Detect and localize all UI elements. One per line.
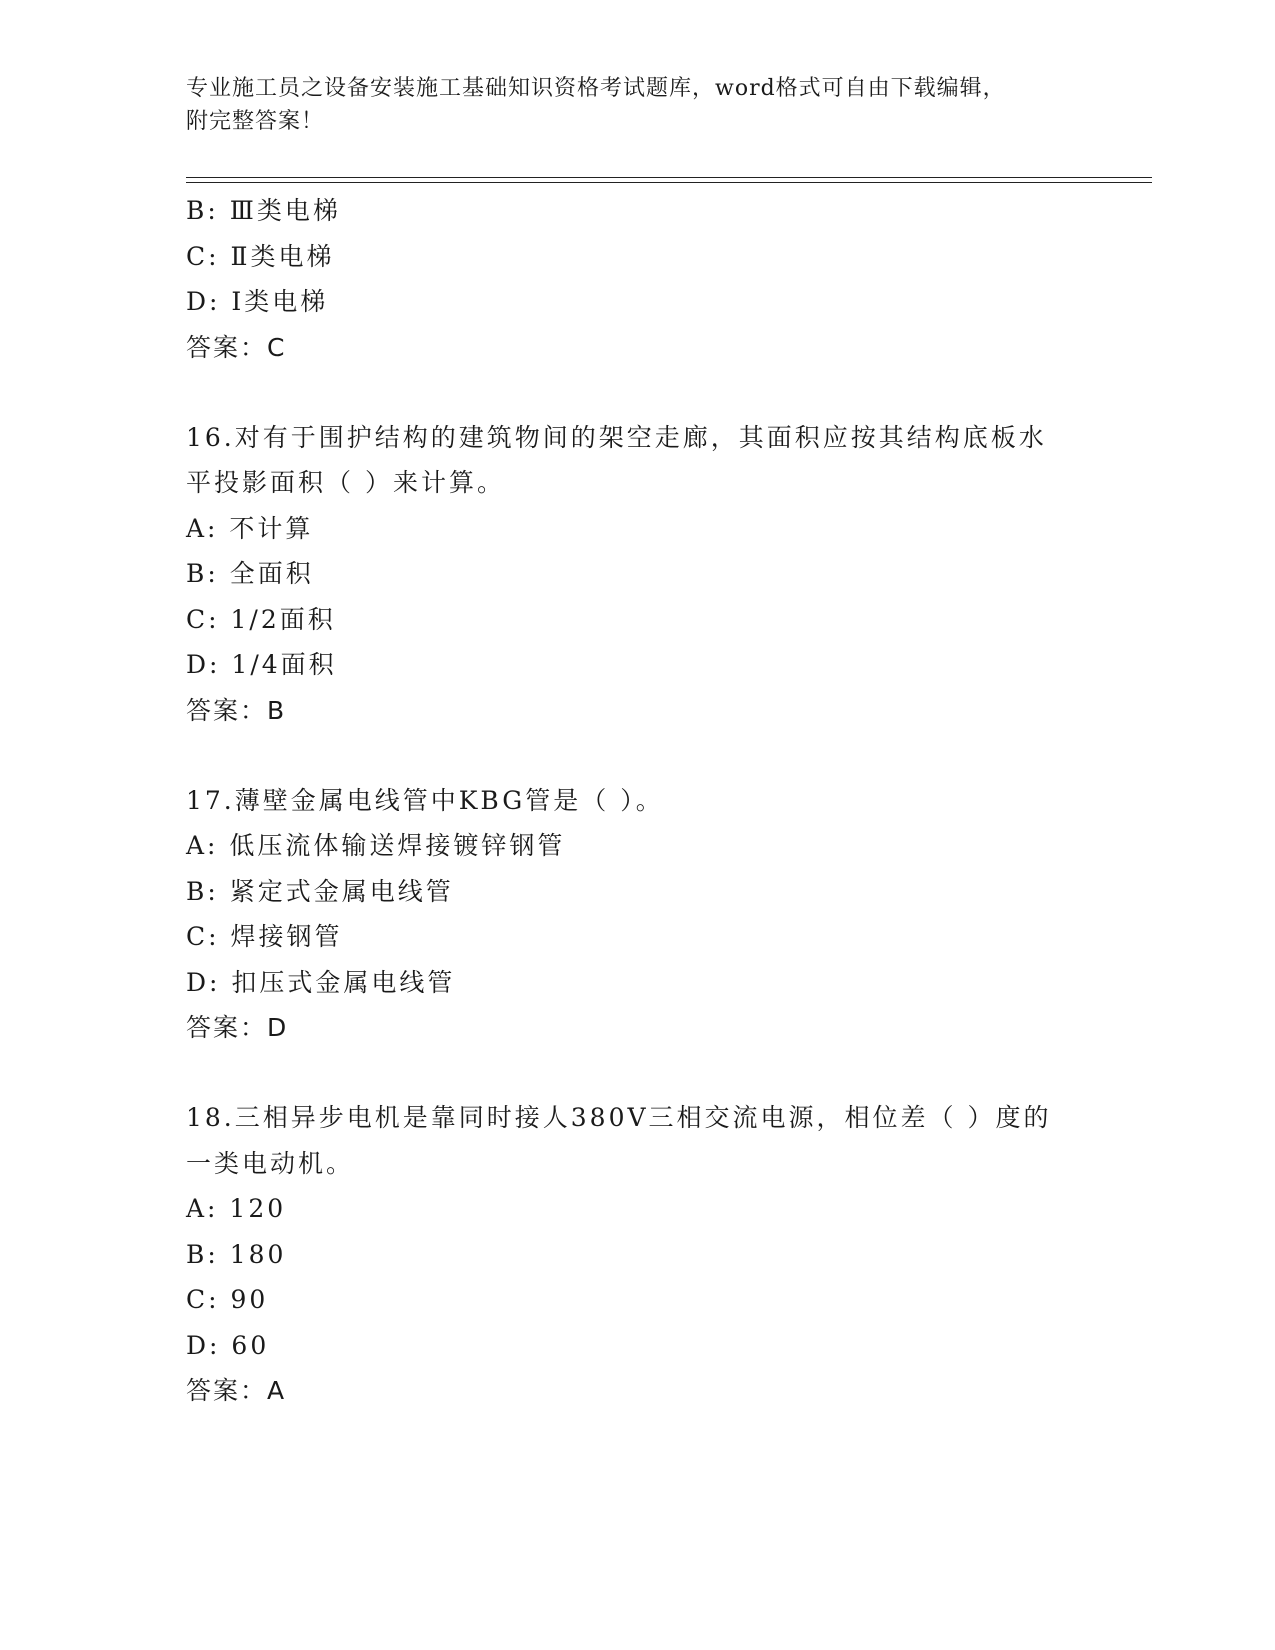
option-b: B: 紧定式金属电线管 xyxy=(186,876,454,906)
option-a: A: 低压流体输送焊接镀锌钢管 xyxy=(186,831,566,860)
option-b: B: 全面积 xyxy=(186,559,314,588)
header-divider-bottom xyxy=(186,182,1152,183)
header-line-1: 专业施工员之设备安装施工基础知识资格考试题库，word格式可自由下载编辑， xyxy=(186,76,1006,101)
answer-line: 答案：A xyxy=(186,1376,287,1405)
question-text-line-1: 17.薄壁金属电线管中KBG管是（ ）。 xyxy=(186,785,664,815)
question-18 xyxy=(186,1095,1086,1414)
option-d: D: 扣压式金属电线管 xyxy=(186,967,456,997)
option-d: D: 60 xyxy=(186,1330,270,1360)
option-b: B: Ⅲ类电梯 xyxy=(186,196,341,225)
header-line-2: 附完整答案！ xyxy=(186,109,325,134)
answer-line: 答案：B xyxy=(186,695,287,725)
option-d: D: Ⅰ类电梯 xyxy=(186,287,329,316)
question-content xyxy=(186,188,1086,1414)
option-c: C: 焊接钢管 xyxy=(186,922,343,951)
option-b: B: 180 xyxy=(186,1239,287,1269)
option-a: A: 120 xyxy=(186,1194,287,1223)
question-17 xyxy=(186,778,1086,1052)
option-c: C: Ⅱ类电梯 xyxy=(186,241,335,271)
question-text-line-2: 平投影面积（ ）来计算。 xyxy=(186,468,505,497)
option-d: D: 1/4面积 xyxy=(186,650,337,679)
question-text-line-1: 16.对有于围护结构的建筑物间的架空走廊，其面积应按其结构底板水 xyxy=(186,422,1047,452)
answer-line: 答案：D xyxy=(186,1013,289,1042)
header-divider-top xyxy=(186,177,1152,178)
question-text-line-2: 一类电动机。 xyxy=(186,1148,355,1178)
document-header xyxy=(186,72,1086,138)
question-15 xyxy=(186,188,1086,371)
answer-line: 答案：C xyxy=(186,332,287,362)
option-c: C: 90 xyxy=(186,1285,269,1314)
question-text-line-1: 18.三相异步电机是靠同时接人380V三相交流电源，相位差（ ）度的 xyxy=(186,1103,1052,1132)
question-16 xyxy=(186,415,1086,734)
option-a: A: 不计算 xyxy=(186,513,314,543)
option-c: C: 1/2面积 xyxy=(186,604,336,634)
